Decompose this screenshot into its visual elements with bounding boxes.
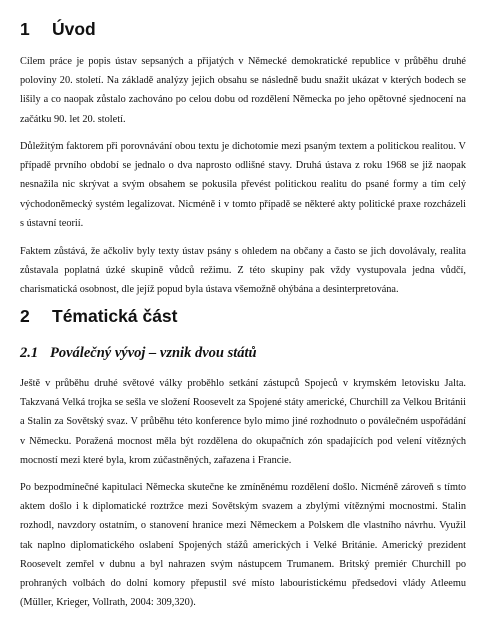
- paragraph-intro-1: Cílem práce je popis ústav sepsaných a přijatých v Německé demokratické republice v průběhu druhé poloviny 20. století. Na základě analýzy jejich obsahu se následně budu snažit ukázat v kterých bodech se lišily a co naopak zůstalo zachováno po celou dobu od rozdělení Německa po jeho opětovné sjednocení na začátku 90. let 20. století.: [20, 56, 466, 125]
- subsection-2-1-number: 2.1: [20, 345, 39, 361]
- section-2-heading: [20, 306, 178, 327]
- subsection-2-1-title: Poválečný vývoj – vznik dvou států: [50, 345, 257, 361]
- section-1-heading: [20, 19, 96, 40]
- section-2-title: Tématická část: [52, 306, 178, 326]
- paragraph-postwar-2: Po bezpodmínečné kapitulaci Německa skutečne ke zmíněnému rozdělení došlo. Nicméně zároveň s tímto aktem došlo i k diplomatické roztržce mezi Sovětským svazem a zbylými vítěznými mocnostmi. Stalin rozhodl, navzdory ostatním, o stanovení hranice mezi Německem a Polskem dle vlastního návrhu. Využil tak naplno diplomatického oslabení Spojených stážů amerických i Velké Británie. Americký prezident Roosevelt zemřel v dubnu a byl nahrazen svým nástupcem Trumanem. Britský premiér Churchill po prohraných volbách do dolní komory přepustil své místo labouristickému předsedovi vlády Atleemu (Müller, Krieger, Vollrath, 2004: 309,320).: [20, 482, 466, 609]
- paragraph-intro-3: Faktem zůstává, že ačkoliv byly texty ústav psány s ohledem na občany a často se jich dovolávaly, realita zůstavala poplatná úzké skupině vůdců režimu. Z této skupiny pak vždy vystupovala jedna vůdčí, charismatická osobnost, dle jejíž popud byla ústava všemožně ohýbána a desinterpretována.: [20, 246, 466, 296]
- paragraph-postwar-1: Ještě v průběhu druhé světové války proběhlo setkání zástupců Spojeců v krymském letovisku Jalta. Takzvaná Velká trojka se sešla ve složení Roosevelt za Spojené státy americké, Churchill za Velkou Británii a Stalin za Sovětský svaz. V průběhu této konference bylo mimo jiné rozhodnuto o poválečném uspořádání v Německu. Poražená mocnost měla být rozdělena do okupačních zón spadajících pod velení vítězných mocností mezi které byla, krom zúčastněných, zařazena i Francie.: [20, 378, 466, 466]
- section-1-title: Úvod: [52, 19, 96, 39]
- paragraph-intro-2: Důležitým faktorem při porovnávání obou textu je dichotomie mezi psaným textem a politickou realitou. V případě prvního období se jednalo o dva naprosto odlišné stavy. Druhá ústava z roku 1968 se již naopak nesnažila nic skrývat a svým obsahem se pokusila převést politickou realitu do psané formy a tím celý východoněmecký systém legalizovat. Nicméně i v tomto případě se některé akty politické praxe rozcházeli s ústavní teorií.: [20, 141, 466, 229]
- section-2-number: 2: [20, 306, 30, 326]
- section-1-number: 1: [20, 19, 30, 39]
- subsection-2-1-heading: [20, 345, 257, 362]
